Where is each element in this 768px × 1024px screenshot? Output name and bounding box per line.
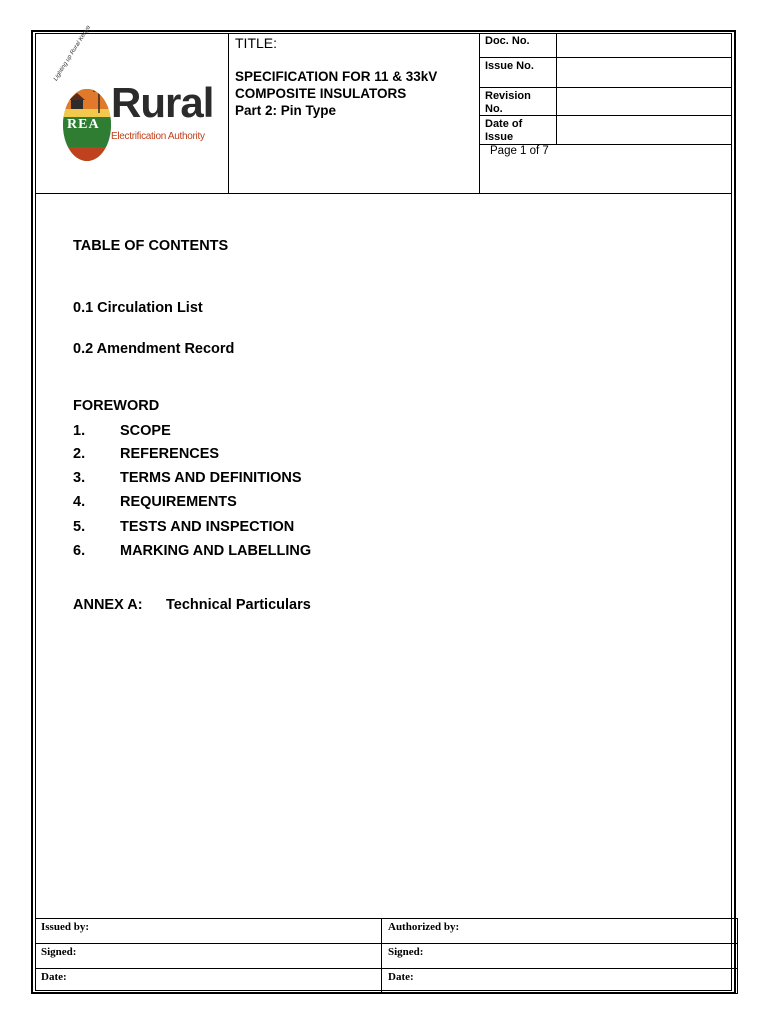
date-right-cell: Date: <box>382 969 738 993</box>
section-number: 4. <box>73 494 86 510</box>
signed-right-cell: Signed: <box>382 944 738 968</box>
title-cell <box>229 33 480 193</box>
meta-label: Issue No. <box>480 58 557 87</box>
meta-value <box>557 116 731 144</box>
signoff-table <box>35 918 738 993</box>
logo-initials: REA <box>67 117 100 132</box>
meta-row-revision-no <box>480 88 731 116</box>
meta-row-issue-no <box>480 58 731 88</box>
meta-value <box>557 88 731 115</box>
meta-row-date-of-issue <box>480 116 731 145</box>
document-meta <box>480 33 732 193</box>
section-title: MARKING AND LABELLING <box>120 543 312 559</box>
toc-entry-section <box>73 446 219 462</box>
signoff-row-signed <box>35 944 738 969</box>
section-title: SCOPE <box>120 423 171 439</box>
meta-value <box>557 58 731 87</box>
section-number: 2. <box>73 446 86 462</box>
issued-by-cell: Issued by: <box>35 919 382 943</box>
meta-value <box>557 33 731 57</box>
rea-logo <box>53 24 215 163</box>
meta-label: Date of Issue <box>480 116 557 144</box>
toc-entry-section <box>73 423 171 439</box>
toc-entry-circulation-list: 0.1 Circulation List <box>73 300 203 316</box>
toc-entry-section <box>73 543 311 559</box>
section-number: 6. <box>73 543 86 559</box>
section-title: TERMS AND DEFINITIONS <box>120 470 302 486</box>
section-title: REFERENCES <box>120 446 220 462</box>
date-left-cell: Date: <box>35 969 382 993</box>
section-title: REQUIREMENTS <box>120 494 237 510</box>
document-header <box>35 24 732 194</box>
title-line: Part 2: Pin Type <box>235 103 337 118</box>
toc-entry-section <box>73 519 294 535</box>
toc-entry-section <box>73 470 302 486</box>
meta-row-doc-no <box>480 33 731 58</box>
toc-heading: TABLE OF CONTENTS <box>73 238 229 254</box>
section-number: 5. <box>73 519 86 535</box>
toc-entry-section <box>73 494 237 510</box>
meta-label: Doc. No. <box>480 33 557 57</box>
logo-word: Rural <box>111 79 214 126</box>
authorized-by-cell: Authorized by: <box>382 919 738 943</box>
signoff-row-issued <box>35 919 738 944</box>
toc-entry-foreword: FOREWORD <box>73 398 160 414</box>
section-title: TESTS AND INSPECTION <box>120 519 295 535</box>
logo-cell <box>35 24 229 193</box>
section-number: 1. <box>73 423 86 439</box>
annex-label: ANNEX A: <box>73 597 143 613</box>
signoff-row-date <box>35 969 738 994</box>
logo-subtitle: Electrification Authority <box>111 131 205 142</box>
title-line: COMPOSITE INSULATORS <box>235 86 407 101</box>
toc-entry-amendment-record: 0.2 Amendment Record <box>73 341 235 357</box>
logo-motto: Lighting up Rural Kenya <box>53 24 93 83</box>
signed-left-cell: Signed: <box>35 944 382 968</box>
page-number: Page 1 of 7 <box>490 145 549 157</box>
document-title <box>235 68 479 119</box>
meta-label: Revision No. <box>480 88 557 115</box>
title-label: TITLE: <box>235 35 278 51</box>
toc-entry-annex <box>73 597 311 613</box>
section-number: 3. <box>73 470 86 486</box>
annex-title: Technical Particulars <box>166 597 311 613</box>
title-line: SPECIFICATION FOR 11 & 33kV <box>235 69 438 84</box>
